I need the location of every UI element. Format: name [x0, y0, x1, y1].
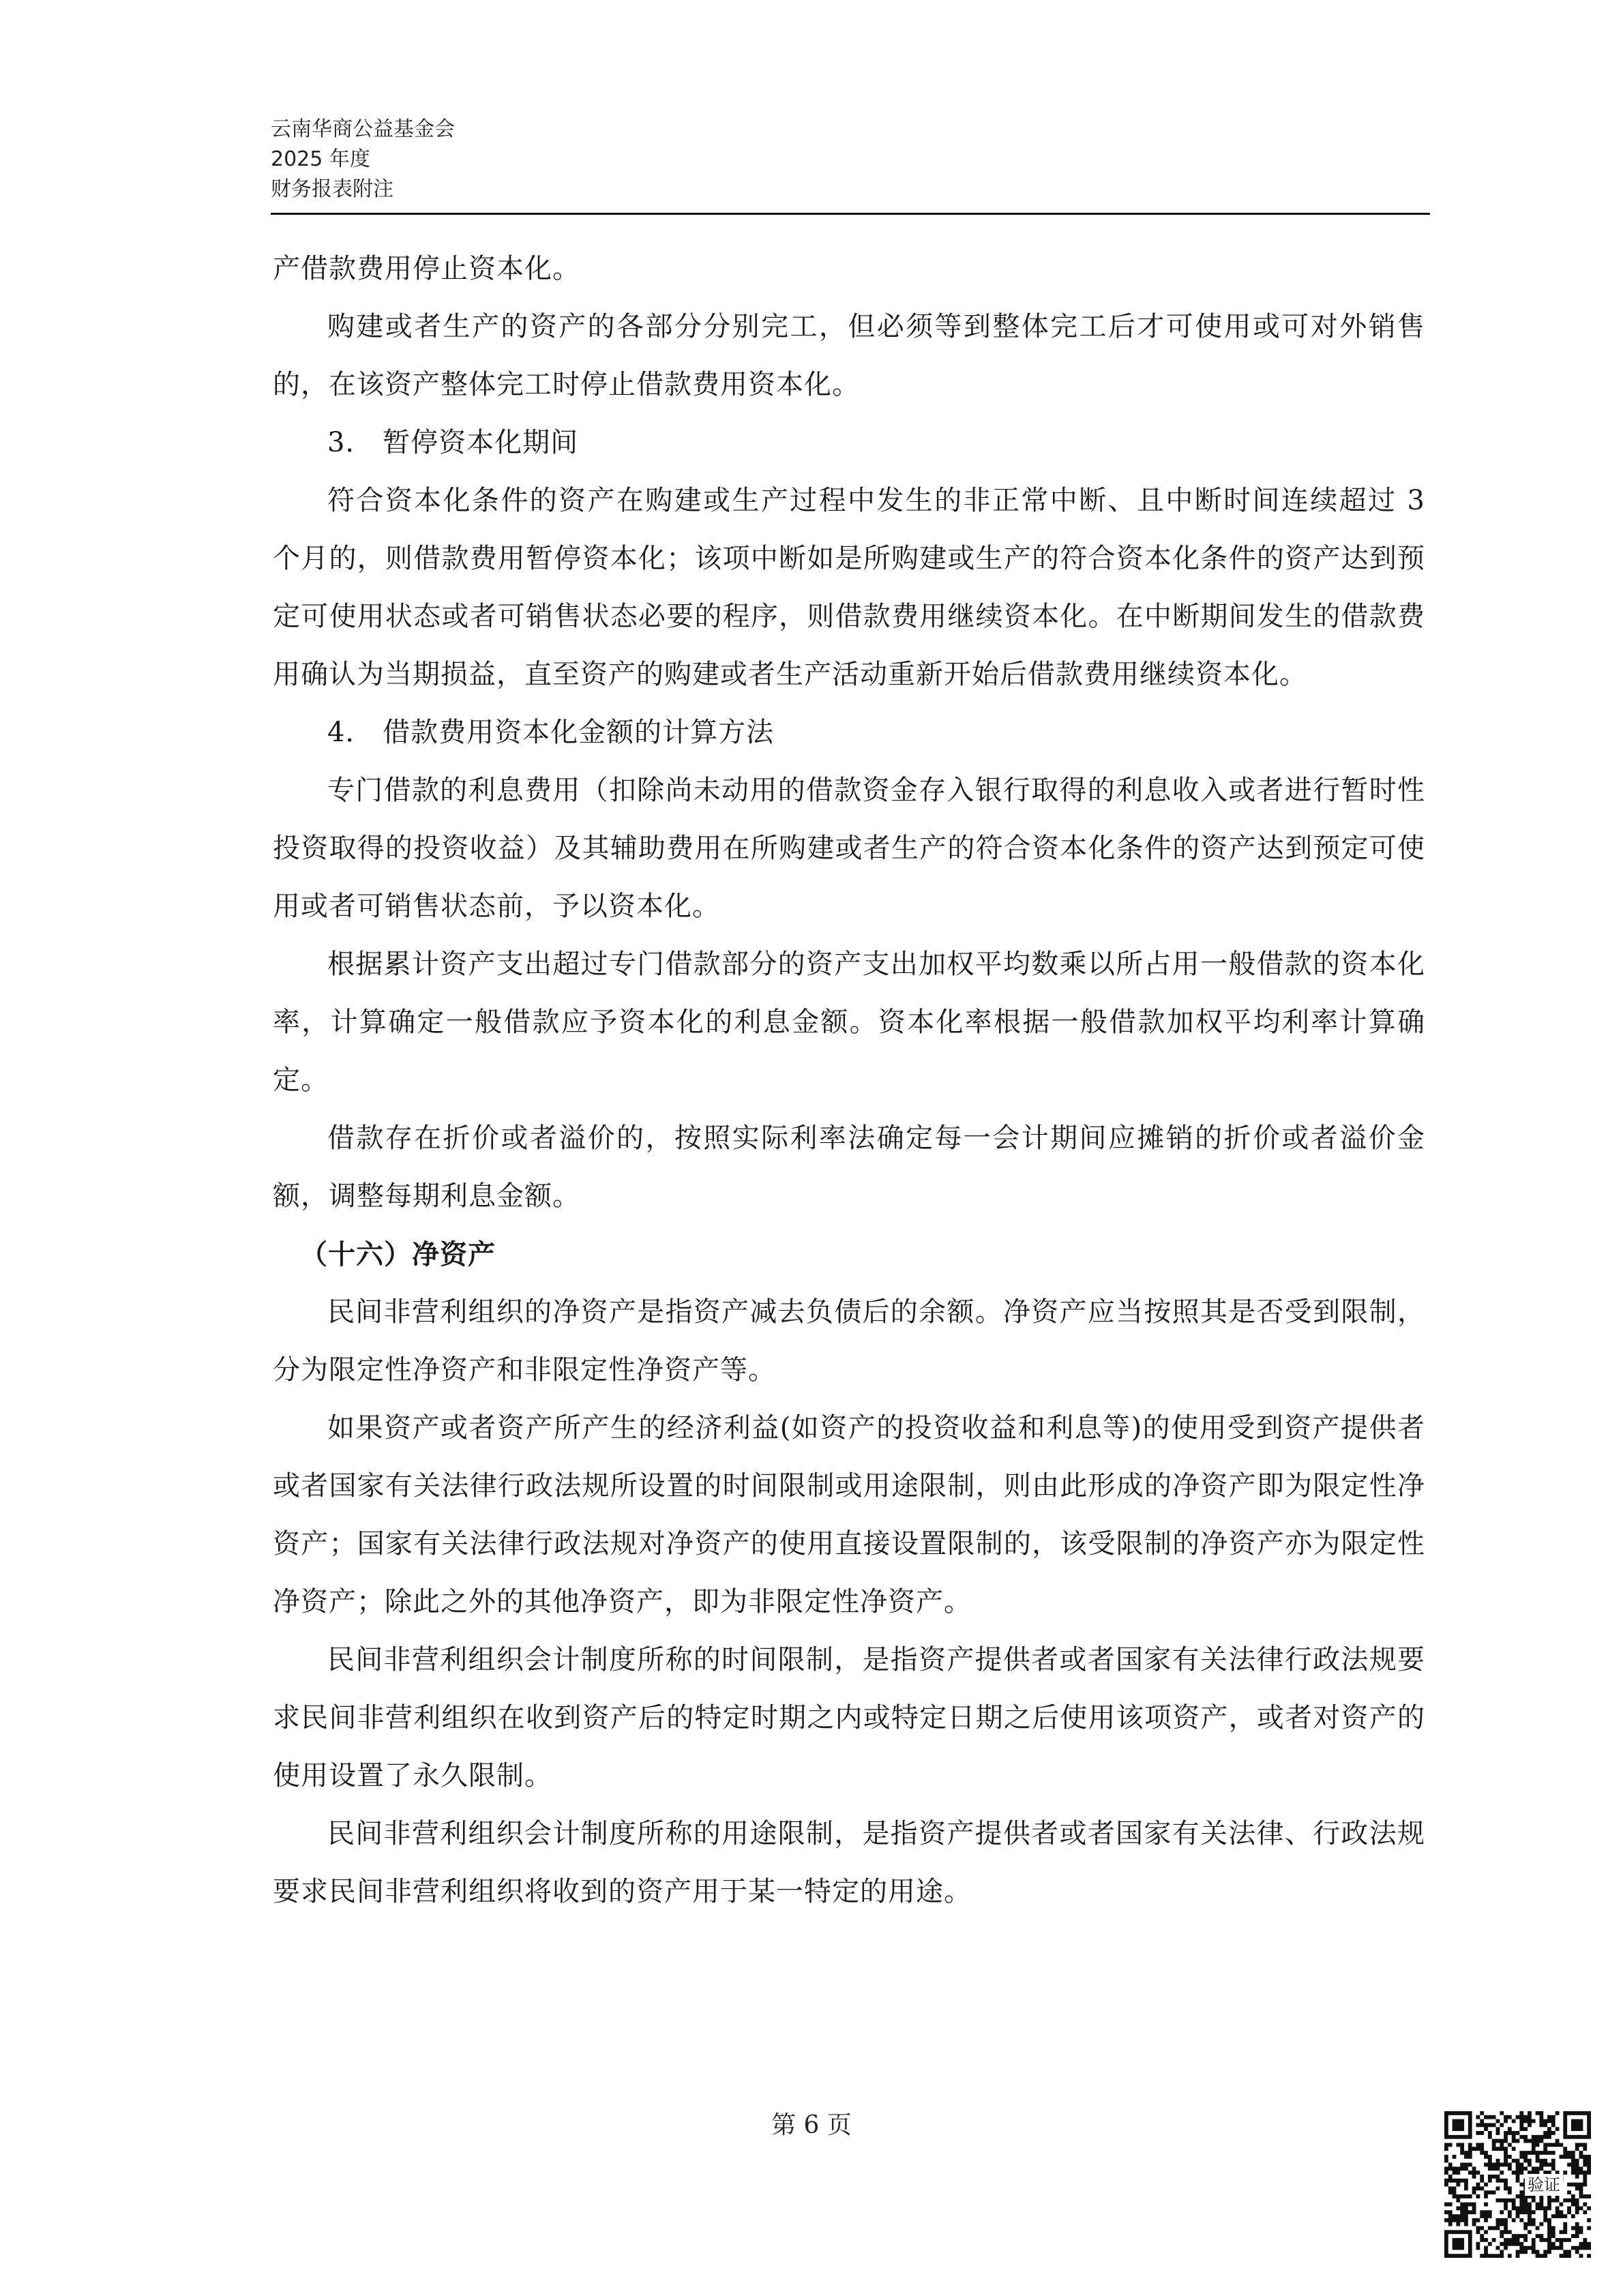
header-divider — [271, 213, 1430, 215]
page-number: 第 6 页 — [771, 2111, 852, 2139]
header-doc-title: 财务报表附注 — [271, 177, 393, 201]
paragraph: 根据累计资产支出超过专门借款部分的资产支出加权平均数乘以所占用一般借款的资本化率，计算确定一般借款应予资本化的利息金额。资本化率根据一般借款加权平均利率计算确定。 — [273, 949, 1425, 1096]
document-body — [273, 240, 1425, 1921]
paragraph: 产借款费用停止资本化。 — [273, 253, 580, 284]
section-heading-bold: （十六）净资产 — [300, 1238, 496, 1270]
qr-code-graphic — [1444, 2111, 1591, 2258]
paragraph: 专门借款的利息费用（扣除尚未动用的借款资金存入银行取得的利息收入或者进行暂时性投资取得的投资收益）及其辅助费用在所购建或者生产的符合资本化条件的资产达到预定可使用或者可销售状态前，予以资本化。 — [273, 775, 1425, 922]
paragraph: 民间非营利组织会计制度所称的时间限制，是指资产提供者或者国家有关法律行政法规要求民间非营利组织在收到资产后的特定时期之内或特定日期之后使用该项资产，或者对资产的使用设置了永久限制。 — [273, 1644, 1425, 1791]
header-year: 2025 年度 — [271, 147, 370, 171]
paragraph: 民间非营利组织会计制度所称的用途限制，是指资产提供者或者国家有关法律、行政法规要求民间非营利组织将收到的资产用于某一特定的用途。 — [273, 1818, 1425, 1907]
section-heading: 4． 借款费用资本化金额的计算方法 — [327, 717, 775, 748]
header-org-name: 云南华商公益基金会 — [271, 117, 455, 141]
paragraph: 符合资本化条件的资产在购建或生产过程中发生的非正常中断、且中断时间连续超过 3 个月的，则借款费用暂停资本化；该项中断如是所购建或生产的符合资本化条件的资产达到预定可使用状态或者可销售状态必要的程序，则借款费用继续资本化。在中断期间发生的借款费用确认为当期损益，直至资产的购建或者生产活动重新开始后借款费用继续资本化。 — [273, 485, 1425, 690]
qr-code-icon — [1444, 2111, 1591, 2258]
page-header — [271, 115, 1430, 205]
paragraph: 借款存在折价或者溢价的，按照实际利率法确定每一会计期间应摊销的折价或者溢价金额，调整每期利息金额。 — [273, 1122, 1425, 1212]
paragraph: 购建或者生产的资产的各部分分别完工，但必须等到整体完工后才可使用或可对外销售的，在该资产整体完工时停止借款费用资本化。 — [273, 311, 1425, 400]
section-heading: 3． 暂停资本化期间 — [327, 427, 579, 458]
paragraph: 如果资产或者资产所产生的经济利益(如资产的投资收益和利息等)的使用受到资产提供者或者国家有关法律行政法规所设置的时间限制或用途限制，则由此形成的净资产即为限定性净资产；国家有关法律行政法规对净资产的使用直接设置限制的，该受限制的净资产亦为限定性净资产；除此之外的其他净资产，即为非限定性净资产。 — [273, 1412, 1425, 1617]
paragraph: 民间非营利组织的净资产是指资产减去负债后的余额。净资产应当按照其是否受到限制，分为限定性净资产和非限定性净资产等。 — [273, 1296, 1425, 1386]
qr-overlay-label: 验证 — [1528, 2175, 1560, 2194]
